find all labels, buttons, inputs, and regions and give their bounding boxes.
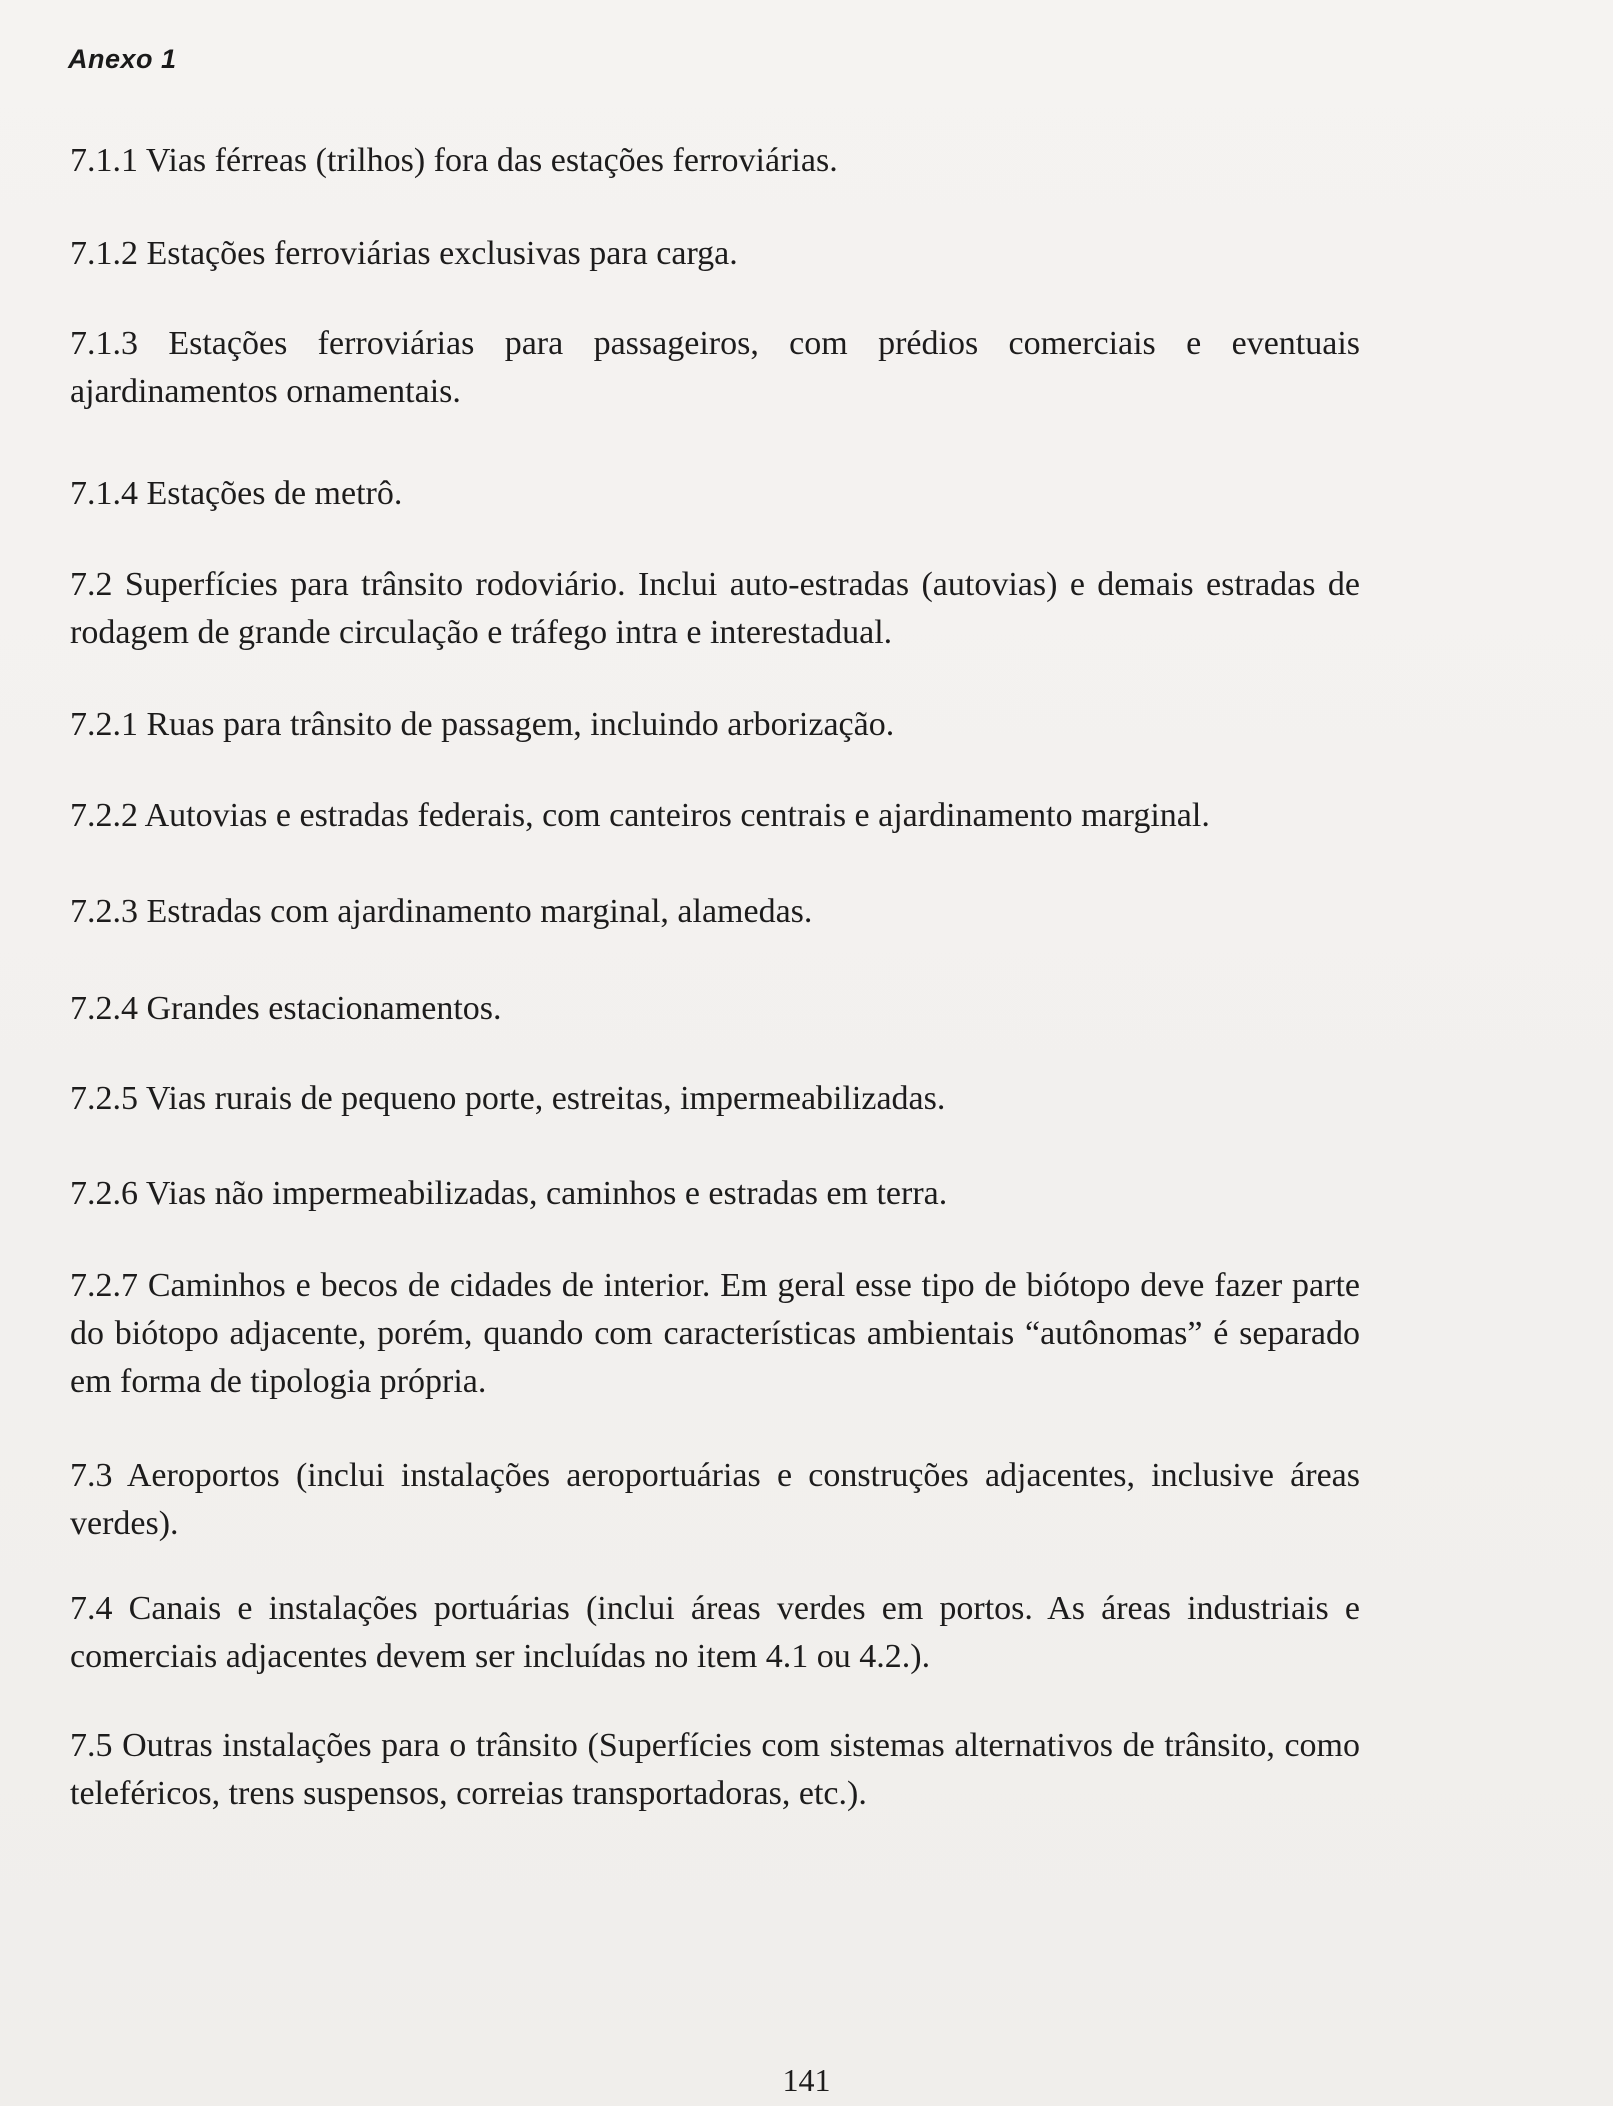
paragraph-7-1-4: 7.1.4 Estações de metrô. — [70, 475, 403, 512]
paragraph-7-2-1: 7.2.1 Ruas para trânsito de passagem, incluindo arborização. — [70, 706, 895, 743]
paragraph-7-4: 7.4 Canais e instalações portuárias (inclui áreas verdes em portos. As áreas industriais e comerciais adjacentes devem ser incluídas no item 4.1 ou 4.2.). — [70, 1590, 1360, 1675]
paragraph-7-2-2: 7.2.2 Autovias e estradas federais, com canteiros centrais e ajardinamento marginal. — [70, 797, 1210, 834]
paragraph-7-2-5: 7.2.5 Vias rurais de pequeno porte, estreitas, impermeabilizadas. — [70, 1080, 946, 1117]
paragraph-7-2-6: 7.2.6 Vias não impermeabilizadas, caminhos e estradas em terra. — [70, 1175, 948, 1212]
page-number: 141 — [782, 2062, 831, 2098]
paragraph-7-5: 7.5 Outras instalações para o trânsito (Superfícies com sistemas alternativos de trânsito, como teleféricos, trens suspensos, correias transportadoras, etc.). — [70, 1727, 1360, 1812]
paragraph-7-1-2: 7.1.2 Estações ferroviárias exclusivas para carga. — [70, 235, 738, 272]
paragraph-7-1-3: 7.1.3 Estações ferroviárias para passageiros, com prédios comerciais e eventuais ajardinamentos ornamentais. — [70, 325, 1360, 410]
running-header: Anexo 1 — [68, 44, 177, 74]
paragraph-7-2: 7.2 Superfícies para trânsito rodoviário. Inclui auto-estradas (autovias) e demais estradas de rodagem de grande circulação e tráfego intra e interestadual. — [70, 566, 1360, 651]
paragraph-7-2-7: 7.2.7 Caminhos e becos de cidades de interior. Em geral esse tipo de biótopo deve fazer parte do biótopo adjacente, porém, quando com características ambientais “autônomas” é separado em forma de tipologia própria. — [70, 1267, 1360, 1400]
paragraph-7-3: 7.3 Aeroportos (inclui instalações aeroportuárias e construções adjacentes, inclusive áreas verdes). — [70, 1457, 1360, 1542]
paragraph-7-2-4: 7.2.4 Grandes estacionamentos. — [70, 990, 502, 1027]
paragraph-7-2-3: 7.2.3 Estradas com ajardinamento marginal, alamedas. — [70, 893, 813, 930]
paragraph-7-1-1: 7.1.1 Vias férreas (trilhos) fora das estações ferroviárias. — [70, 142, 838, 179]
